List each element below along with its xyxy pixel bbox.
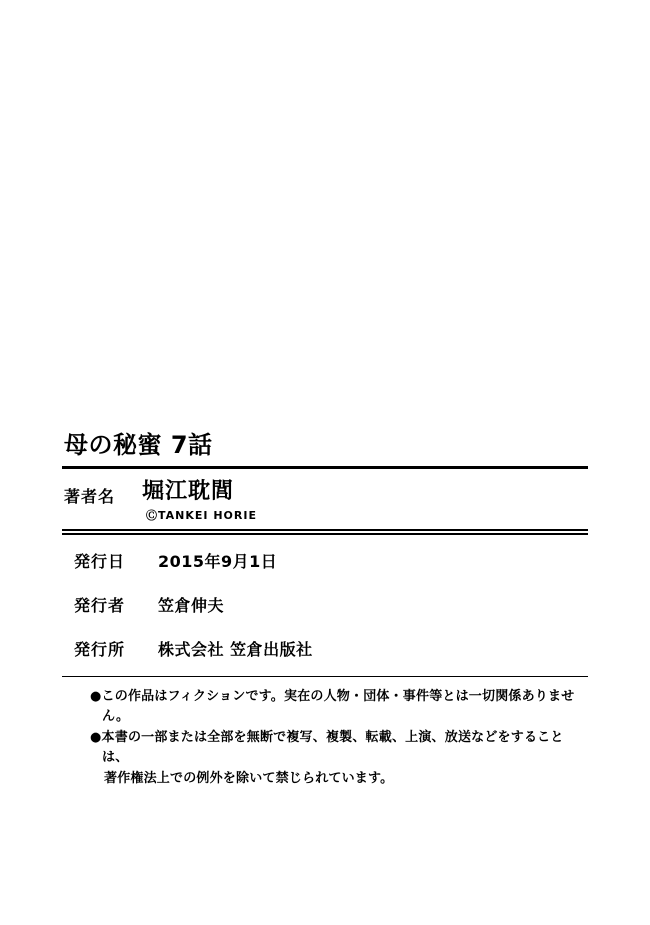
publication-date-value: 2015年9月1日 bbox=[158, 551, 278, 571]
colophon-block bbox=[62, 432, 588, 789]
publication-rows bbox=[62, 535, 588, 676]
notice-copyright: ●本書の一部または全部を無断で複写、複製、転載、上演、放送などをすることは、 bbox=[90, 729, 564, 766]
publisher-person-label: 発行者 bbox=[74, 595, 126, 615]
author-block bbox=[62, 469, 588, 528]
author-label: 著者名 bbox=[64, 487, 116, 507]
publication-date-label: 発行日 bbox=[74, 551, 126, 571]
publication-row bbox=[62, 593, 588, 616]
notices-block bbox=[62, 677, 588, 790]
notice-copyright-continued: 著作権法上での例外を除いて禁じられています。 bbox=[104, 771, 394, 787]
publisher-company-label: 発行所 bbox=[74, 639, 126, 659]
publisher-company-value: 株式会社 笠倉出版社 bbox=[158, 639, 313, 659]
notice-fiction: ●この作品はフィクションです。実在の人物・団体・事件等とは一切関係ありません。 bbox=[90, 688, 575, 724]
author-romaji: ⒸTANKEI HORIE bbox=[146, 508, 257, 522]
author-name-group bbox=[142, 479, 588, 522]
work-title: 母の秘蜜 7話 bbox=[64, 431, 213, 459]
publication-row bbox=[62, 637, 588, 660]
publication-row bbox=[62, 549, 588, 572]
publisher-person-value: 笠倉伸夫 bbox=[158, 595, 225, 615]
author-name: 堀江耽閭 bbox=[142, 479, 235, 505]
